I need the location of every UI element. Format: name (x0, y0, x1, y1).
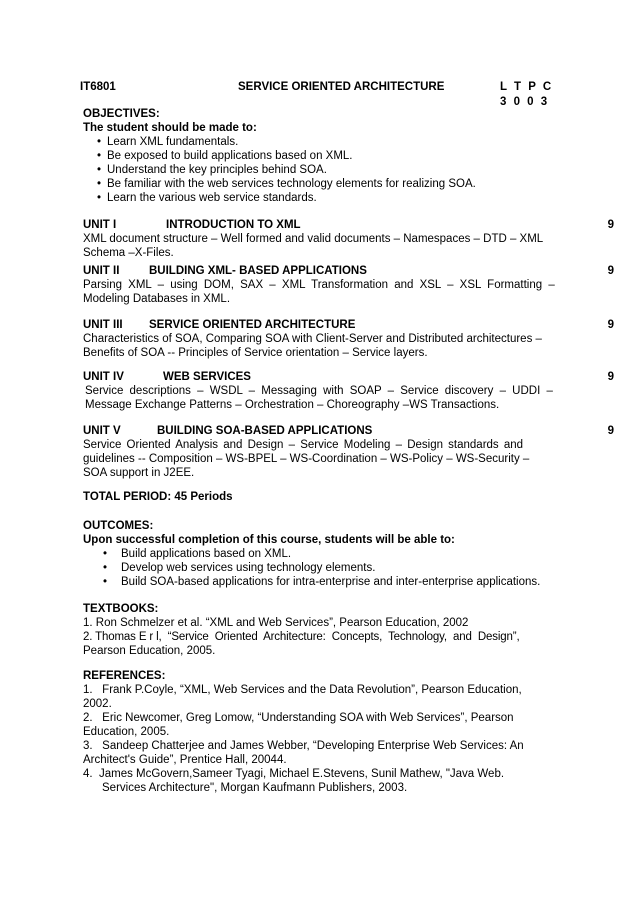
total-period: TOTAL PERIOD: 45 Periods (83, 491, 233, 503)
unit-title: INTRODUCTION TO XML (166, 219, 301, 231)
unit-text-line: Schema –X-Files. (83, 247, 174, 259)
reference-line: 1. Frank P.Coyle, “XML, Web Services and the Data Revolution”, Pearson Education, (83, 684, 522, 696)
unit-title: SERVICE ORIENTED ARCHITECTURE (149, 319, 356, 331)
reference-line: 3. Sandeep Chatterjee and James Webber, “Developing Enterprise Web Services: An (83, 740, 524, 752)
textbooks-heading: TEXTBOOKS: (83, 603, 159, 615)
outcomes-intro: Upon successful completion of this course, students will be able to: (83, 534, 455, 546)
reference-line: Services Architecture", Morgan Kaufmann Publishers, 2003. (102, 782, 408, 794)
unit-text-line: SOA support in J2EE. (83, 467, 195, 479)
unit-1-credit: 9 (607, 219, 614, 231)
course-title: SERVICE ORIENTED ARCHITECTURE (238, 81, 445, 93)
ltpc-values: 3 0 0 3 (500, 96, 548, 108)
list-item: • Be exposed to build applications based on XML. (97, 150, 353, 162)
unit-heading (83, 218, 561, 232)
list-item: • Build applications based on XML. (103, 548, 292, 560)
unit-5-credit: 9 (607, 425, 614, 437)
list-item: • Be familiar with the web services technology elements for realizing SOA. (97, 178, 476, 190)
unit-number: UNIT III (83, 319, 123, 331)
unit-text-line: Characteristics of SOA, Comparing SOA with Client-Server and Distributed architectures – (83, 333, 542, 345)
references-section (83, 669, 561, 795)
unit-4-credit: 9 (607, 371, 614, 383)
unit-title: BUILDING XML- BASED APPLICATIONS (149, 265, 367, 277)
unit-heading (83, 370, 561, 384)
unit-2-credit: 9 (607, 265, 614, 277)
reference-line: Architect's Guide”, Prentice Hall, 20044. (83, 754, 287, 766)
outcomes-list (83, 547, 561, 589)
unit-heading (83, 264, 561, 278)
unit-text-line: Service Oriented Analysis and Design – Service Modeling – Design standards and (83, 439, 524, 451)
list-item: • Build SOA-based applications for intra-enterprise and inter-enterprise applications. (103, 576, 541, 588)
unit-number: UNIT I (83, 219, 117, 231)
objectives-heading: OBJECTIVES: (83, 108, 160, 120)
unit-text-line: XML document structure – Well formed and valid documents – Namespaces – DTD – XML (83, 233, 544, 245)
unit-text-line: Benefits of SOA -- Principles of Service orientation – Service layers. (83, 347, 428, 359)
textbook-line: 2. Thomas E r l, “Service Oriented Architecture: Concepts, Technology, and Design”, (83, 631, 520, 643)
bullet-icon: • (103, 576, 108, 588)
unit-5-section (83, 424, 561, 480)
list-item: • Develop web services using technology elements. (103, 562, 376, 574)
bullet-icon: • (97, 192, 102, 204)
course-code: IT6801 (80, 81, 116, 93)
unit-1-section (83, 218, 561, 260)
unit-heading (83, 318, 561, 332)
reference-line: Education, 2005. (83, 726, 170, 738)
unit-number: UNIT IV (83, 371, 124, 383)
unit-heading (83, 424, 561, 438)
objectives-list (83, 135, 561, 205)
unit-text-line: Service descriptions – WSDL – Messaging with SOAP – Service discovery – UDDI – (85, 385, 553, 397)
reference-line: 2002. (83, 698, 112, 710)
unit-3-section (83, 318, 561, 360)
references-heading: REFERENCES: (83, 670, 166, 682)
unit-text-line: Modeling Databases in XML. (83, 293, 231, 305)
unit-number: UNIT V (83, 425, 121, 437)
unit-4-section (83, 370, 561, 412)
outcomes-section (83, 519, 561, 589)
reference-line: 4. James McGovern,Sameer Tyagi, Michael E.Stevens, Sunil Mathew, "Java Web. (83, 768, 505, 780)
unit-text-line: guidelines -- Composition – WS-BPEL – WS-Coordination – WS-Policy – WS-Security – (83, 453, 530, 465)
unit-3-credit: 9 (607, 319, 614, 331)
outcomes-heading: OUTCOMES: (83, 520, 154, 532)
ltpc-labels: L T P C (500, 81, 552, 93)
unit-text-line: Parsing XML – using DOM, SAX – XML Transformation and XSL – XSL Formatting – (83, 279, 555, 291)
unit-text-line: Message Exchange Patterns – Orchestration – Choreography –WS Transactions. (85, 399, 500, 411)
unit-number: UNIT II (83, 265, 120, 277)
bullet-icon: • (97, 178, 102, 190)
list-item: • Learn XML fundamentals. (97, 136, 239, 148)
bullet-icon: • (103, 562, 108, 574)
list-item: • Learn the various web service standards. (97, 192, 317, 204)
unit-title: WEB SERVICES (163, 371, 251, 383)
textbook-line: 1. Ron Schmelzer et al. “XML and Web Services”, Pearson Education, 2002 (83, 617, 469, 629)
reference-line: 2. Eric Newcomer, Greg Lomow, “Understanding SOA with Web Services”, Pearson (83, 712, 514, 724)
bullet-icon: • (97, 150, 102, 162)
objectives-intro: The student should be made to: (83, 122, 257, 134)
bullet-icon: • (103, 548, 108, 560)
unit-2-section (83, 264, 561, 306)
list-item: • Understand the key principles behind SOA. (97, 164, 327, 176)
textbook-line: Pearson Education, 2005. (83, 645, 216, 657)
objectives-section (83, 107, 561, 205)
bullet-icon: • (97, 164, 102, 176)
unit-title: BUILDING SOA-BASED APPLICATIONS (157, 425, 373, 437)
bullet-icon: • (97, 136, 102, 148)
textbooks-section (83, 602, 561, 658)
